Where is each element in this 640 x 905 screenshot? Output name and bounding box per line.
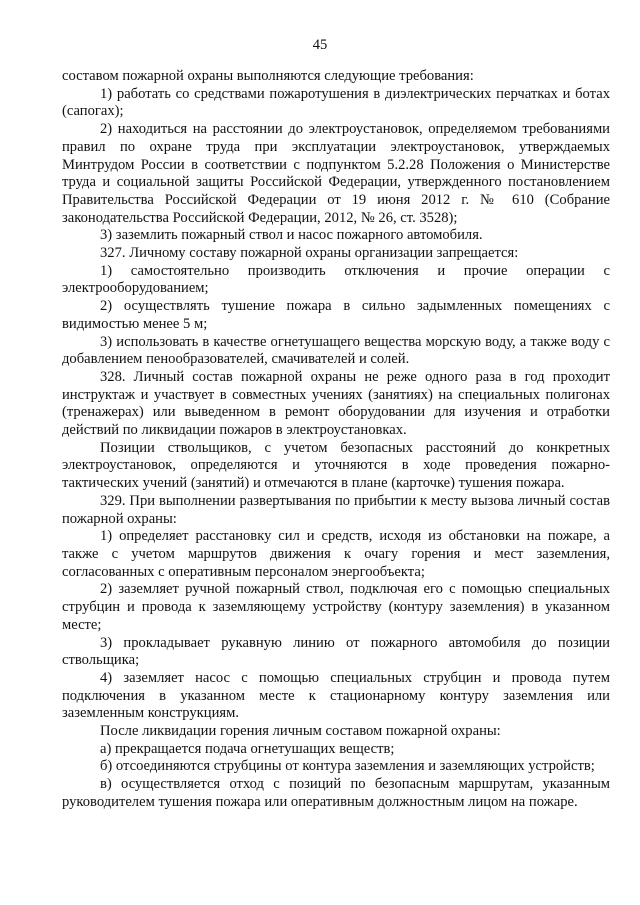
paragraph-item-1-dielectric-gloves: 1) работать со средствами пожаротушения в диэлектрических перчатках и ботах (сапогах); [62, 85, 610, 120]
paragraph-item-v: в) осуществляется отход с позиций по безопасным маршрутам, указанным руководителем тушения пожара или оперативным должностным лицом на пожаре. [62, 776, 610, 810]
paragraph-329-item-1: 1) определяет расстановку сил и средств, исходя из обстановки на пожаре, а также с учетом маршрутов движения к очагу горения и мест заземления, согласованных с оперативным персоналом энергообъекта; [62, 528, 610, 580]
paragraph-item-a: а) прекращается подача огнетушащих веществ; [100, 740, 395, 757]
paragraph-327-item-2: 2) осуществлять тушение пожара в сильно задымленных помещениях с видимостью менее 5 м; [62, 298, 610, 332]
paragraph-item-b: б) отсоединяются струбцины от контура заземления и заземляющих устройств; [100, 758, 595, 775]
paragraph-327-item-1: 1) самостоятельно производить отключения и прочие операции с электрооборудованием; [62, 262, 610, 297]
paragraph-329-item-3: 3) прокладывает рукавную линию от пожарного автомобиля до позиции ствольщика; [62, 634, 610, 669]
paragraph-327: 327. Личному составу пожарной охраны организации запрещается: [100, 245, 519, 262]
paragraph-329: 329. При выполнении развертывания по прибытии к месту вызова личный состав пожарной охраны: [62, 492, 610, 527]
paragraph-item-2-distance: 2) находиться на расстоянии до электроустановок, определяемом требованиями правил по охране труда при эксплуатации электроустановок, утверждаемых Минтрудом России в соответствии с подпунктом 5.2.28 Положения о Министерстве труда и социальной защиты Российской Федерации, утвержденного постановлением Правительства Российской Федерации от 19 июня 2012 г. № 610 (Собрание законодательства Российской Федерации, 2012, № 26, ст. 3528); [62, 121, 610, 226]
paragraph-nozzle-positions: Позиции ствольщиков, с учетом безопасных расстояний до конкретных электроустановок, определяются и уточняются в ходе проведения пожарно-тактических учений (занятий) и отмечаются в плане (карточке) тушения пожара. [62, 439, 610, 492]
page-number: 45 [312, 37, 328, 53]
paragraph-329-item-4: 4) заземляет насос с помощью специальных струбцин и провода путем подключения в указанном месте к стационарному контуру заземления или заземленным конструкциям. [62, 669, 610, 722]
paragraph-329-item-2: 2) заземляет ручной пожарный ствол, подключая его с помощью специальных струбцин и провода к заземляющему устройству (контуру заземления) в указанном месте; [62, 581, 610, 633]
document-body [62, 68, 610, 812]
paragraph-327-item-3: 3) использовать в качестве огнетушащего вещества морскую воду, а также воду с добавлением пенообразователей, смачивателей и солей. [62, 333, 610, 368]
paragraph-continuation: составом пожарной охраны выполняются следующие требования: [62, 68, 474, 84]
paragraph-after-extinguishing: После ликвидации горения личным составом пожарной охраны: [100, 723, 501, 740]
paragraph-item-3-grounding: 3) заземлить пожарный ствол и насос пожарного автомобиля. [100, 227, 483, 244]
paragraph-328: 328. Личный состав пожарной охраны не реже одного раза в год проходит инструктаж и участвует в совместных учениях (занятиях) на специальных полигонах (тренажерах) или выведенном в ремонт оборудовании для изучения и отработки действий по ликвидации пожаров в электроустановках. [62, 368, 610, 439]
